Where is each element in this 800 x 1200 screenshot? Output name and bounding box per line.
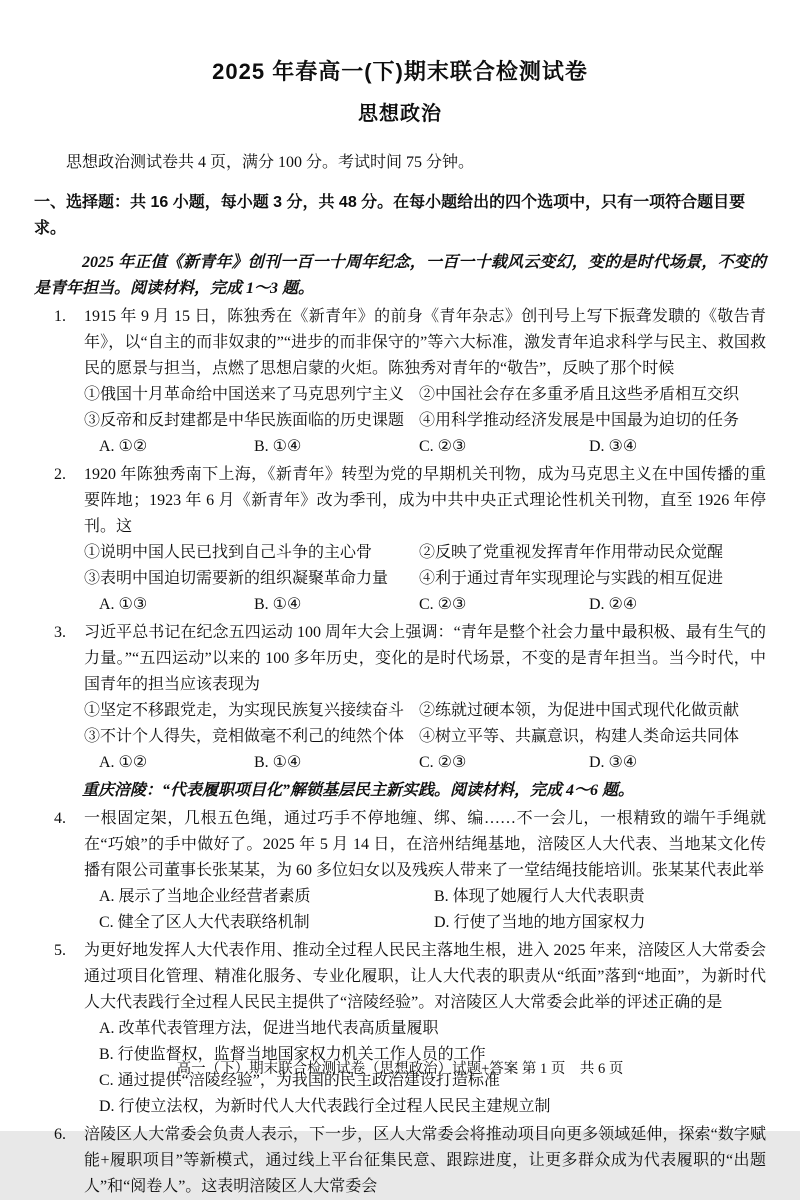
choice-b: B. 行使监督权，监督当地国家权力机关工作人员的工作: [99, 1046, 486, 1063]
question-stem: 涪陵区人大常委会负责人表示，下一步，区人大常委会将推动项目向更多领域延伸，探索“数字赋能+履职项目”等新模式，通过线上平台征集民意、跟踪进度，让更多群众成为代表履职的“出题人”和“阅卷人”。这表明涪陵区人大常委会: [84, 1126, 766, 1195]
question-stem: 为更好地发挥人大代表作用、推动全过程人民民主落地生根，进入 2025 年来，涪陵区人大常委会通过项目化管理、精准化服务、专业化履职，让人大代表的职责从“纸面”落到“地面”，为新时代人大代表践行全过程人民民主提供了“涪陵经验”。对涪陵区人大常委会此举的评述正确的是: [84, 942, 766, 1011]
statement: ②反映了党重视发挥青年作用带动民众觉醒: [419, 544, 724, 561]
statement: ③表明中国迫切需要新的组织凝聚革命力量: [84, 570, 389, 587]
statement-row: [84, 724, 766, 750]
question-2: [34, 462, 766, 618]
choice-d: D. ③④: [589, 438, 638, 455]
choice-b: B. ①④: [254, 438, 302, 455]
choices-row: [84, 750, 766, 776]
statement: ①坚定不移跟党走，为实现民族复兴接续奋斗: [84, 702, 405, 719]
choice-c: C. ②③: [419, 596, 467, 613]
choice-c: C. 健全了区人大代表联络机制: [99, 914, 310, 931]
choices-row: [84, 434, 766, 460]
choice-a: A. ①②: [99, 754, 148, 771]
question-6: [34, 1122, 766, 1200]
choice-c: C. ②③: [419, 438, 467, 455]
question-3: [34, 620, 766, 776]
exam-info: 思想政治测试卷共 4 页，满分 100 分。考试时间 75 分钟。: [66, 154, 475, 171]
page-footer: 高一（下）期末联合检测试卷（思想政治）试题+答案 第 1 页 共 6 页: [176, 1061, 624, 1077]
statement-row: [84, 408, 766, 434]
statement: ①说明中国人民已找到自己斗争的主心骨: [84, 544, 373, 561]
statement: ④树立平等、共赢意识，构建人类命运共同体: [419, 728, 740, 745]
statement-row: [84, 698, 766, 724]
choice-a: A. ①③: [99, 596, 148, 613]
statement: ④利于通过青年实现理论与实践的相互促进: [419, 570, 724, 587]
statement: ④用科学推动经济发展是中国最为迫切的任务: [419, 412, 740, 429]
choice-d: D. ③④: [589, 754, 638, 771]
question-number: 1.: [54, 308, 66, 325]
choice-b: B. ①④: [254, 596, 302, 613]
statement: ②练就过硬本领，为促进中国式现代化做贡献: [419, 702, 740, 719]
question-number: 3.: [54, 624, 66, 641]
statement: ③不计个人得失，竞相做毫不利己的纯然个体: [84, 728, 405, 745]
choices-row: [84, 884, 766, 910]
choice-a: A. 改革代表管理方法，促进当地代表高质量履职: [99, 1020, 439, 1037]
question-stem: 1915 年 9 月 15 日，陈独秀在《新青年》的前身《青年杂志》创刊号上写下振聋发聩的《敬告青年》，以“自主的而非奴隶的”“进步的而非保守的”等六大标准，激发青年追求科学与民主、救国救民的愿景与担当，点燃了思想启蒙的火炬。陈独秀对青年的“敬告”，反映了那个时候: [84, 308, 766, 377]
statement: ②中国社会存在多重矛盾且这些矛盾相互交织: [419, 386, 740, 403]
statement-row: [84, 566, 766, 592]
choice-c: C. ②③: [419, 754, 467, 771]
choices-row: [84, 910, 766, 936]
question-stem: 一根固定架，几根五色绳，通过巧手不停地缠、绑、编……不一会儿，一根精致的端午手绳就在“巧娘”的手中做好了。2025 年 5 月 14 日，在涪州结绳基地，涪陵区人大代表、当地某文化传播有限公司董事长张某某，为 60 多位妇女以及残疾人带来了一堂结绳技能培训。张某某代表此举: [84, 810, 766, 879]
page-title: 2025 年春高一(下)期末联合检测试卷: [212, 59, 588, 84]
choice-a: A. 展示了当地企业经营者素质: [99, 888, 311, 905]
question-stem: 1920 年陈独秀南下上海，《新青年》转型为党的早期机关刊物，成为马克思主义在中国传播的重要阵地；1923 年 6 月《新青年》改为季刊，成为中共中央正式理论性机关刊物，直至 1926 年停刊。这: [84, 466, 766, 535]
question-5: [34, 938, 766, 1120]
statement: ①俄国十月革命给中国送来了马克思列宁主义: [84, 386, 405, 403]
statement-row: [84, 540, 766, 566]
statement-row: [84, 382, 766, 408]
question-number: 5.: [54, 942, 66, 959]
choices-row: [84, 592, 766, 618]
statement: ③反帝和反封建都是中华民族面临的历史课题: [84, 412, 405, 429]
material-intro-2: 重庆涪陵：“代表履职项目化”解锁基层民主新实践。阅读材料，完成 4～6 题。: [82, 782, 635, 799]
choice-d: D. ②④: [589, 596, 638, 613]
question-1: [34, 304, 766, 460]
question-number: 2.: [54, 466, 66, 483]
question-4: [34, 806, 766, 936]
choice-b: B. 体现了她履行人大代表职责: [434, 888, 645, 905]
section-1-heading: 一、选择题：共 16 小题，每小题 3 分，共 48 分。在每小题给出的四个选项中，只有一项符合题目要求。: [34, 194, 746, 237]
question-stem: 习近平总书记在纪念五四运动 100 周年大会上强调：“青年是整个社会力量中最积极、最有生气的力量。”“五四运动”以来的 100 多年历史，变化的是时代场景，不变的是青年担当。当今时代，中国青年的担当应该表现为: [84, 624, 766, 693]
choice-d: D. 行使立法权，为新时代人大代表践行全过程人民民主建规立制: [99, 1098, 551, 1115]
question-number: 6.: [54, 1126, 66, 1143]
choice-b: B. ①④: [254, 754, 302, 771]
choice-d: D. 行使了当地的地方国家权力: [434, 914, 646, 931]
material-intro-1: 2025 年正值《新青年》创刊一百一十周年纪念，一百一十载风云变幻，变的是时代场景，不变的是青年担当。阅读材料，完成 1～3 题。: [34, 254, 766, 297]
choice-c: C. 通过提供“涪陵经验”，为我国的民主政治建设打造标准: [99, 1072, 500, 1089]
choice-a: A. ①②: [99, 438, 148, 455]
question-number: 4.: [54, 810, 66, 827]
page-subtitle: 思想政治: [358, 103, 442, 125]
